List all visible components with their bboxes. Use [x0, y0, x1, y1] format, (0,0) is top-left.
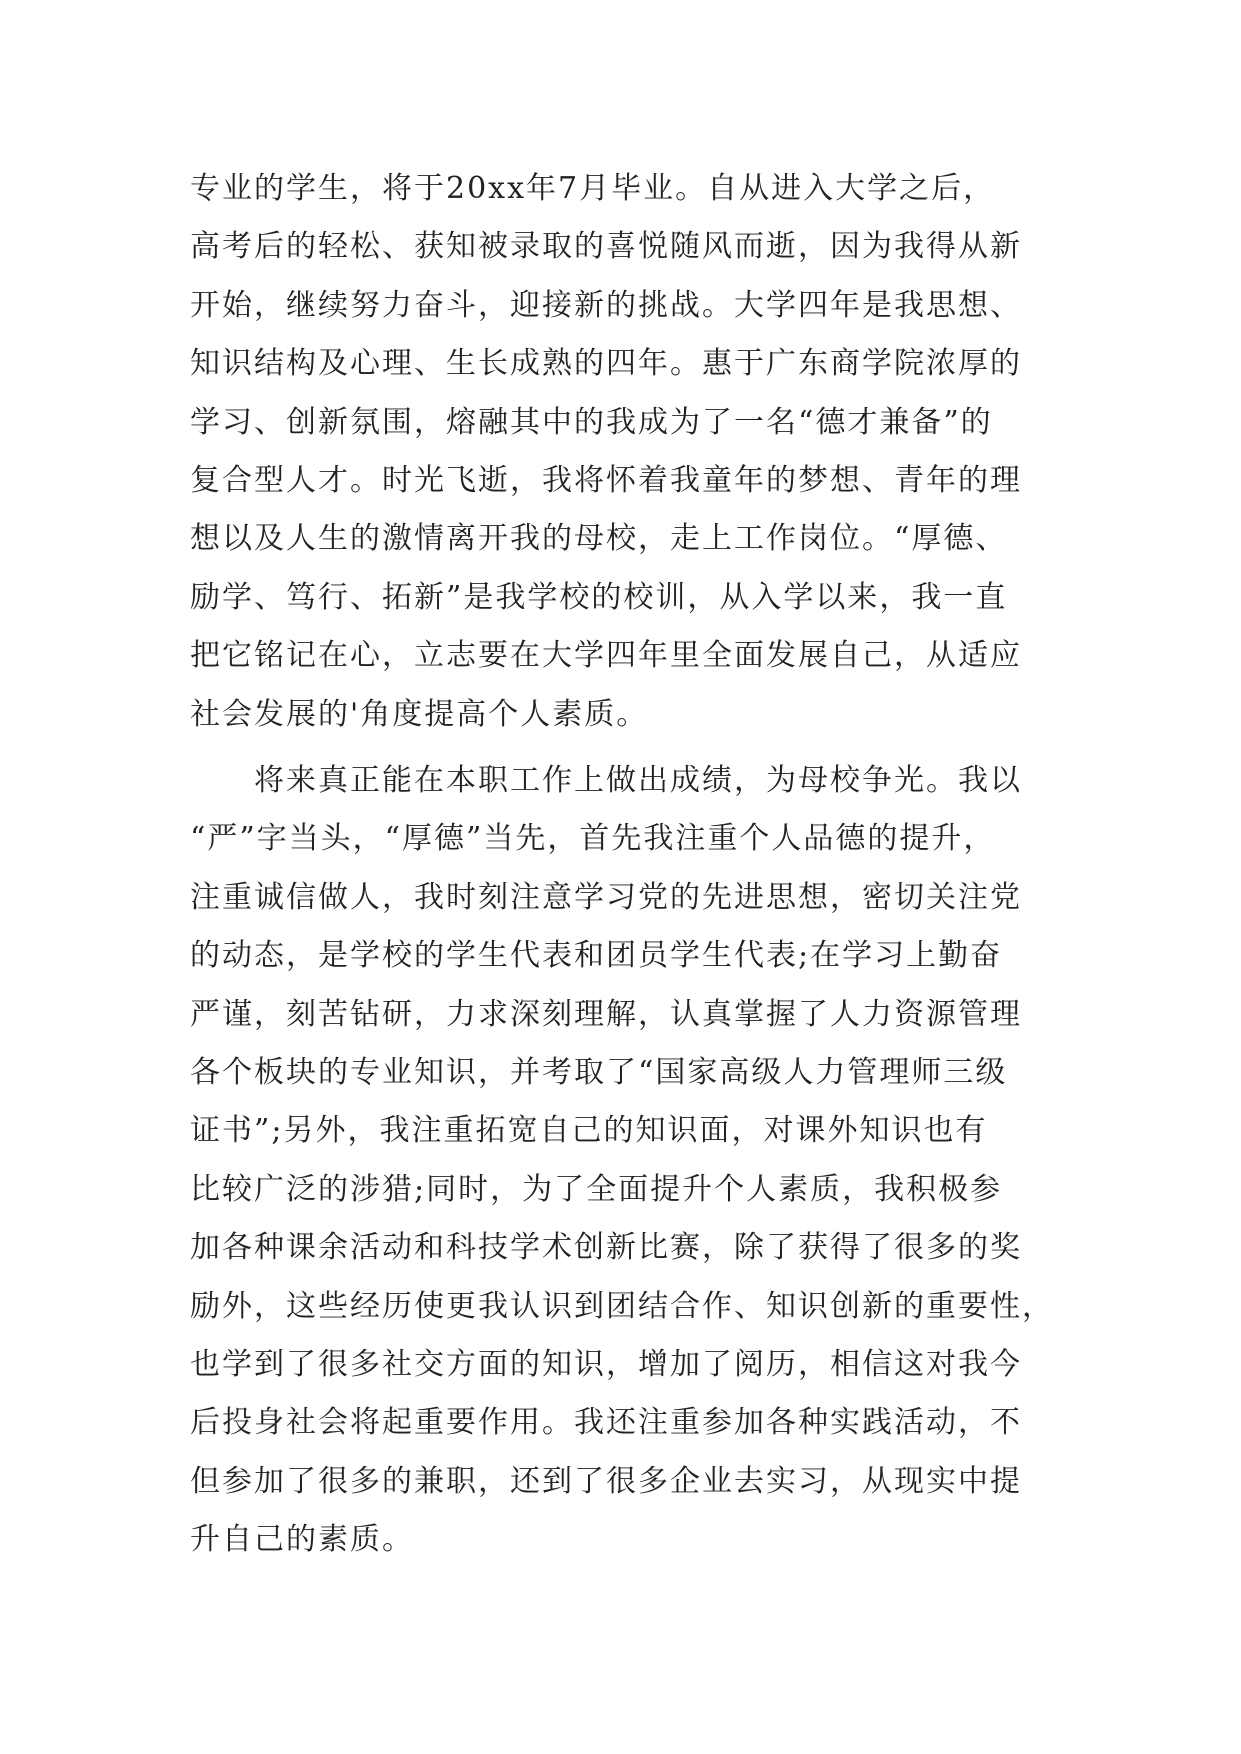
- paragraph-line: “严”字当头，“厚德”当先，首先我注重个人品德的提升，: [190, 821, 996, 857]
- paragraph-line: 也学到了很多社交方面的知识，增加了阅历，相信这对我今: [190, 1346, 1022, 1382]
- paragraph-line: 开始，继续努力奋斗，迎接新的挑战。大学四年是我思想、: [190, 287, 1022, 323]
- paragraph-line: 严谨，刻苦钻研，力求深刻理解，认真掌握了人力资源管理: [190, 996, 1022, 1032]
- paragraph-line: 励外，这些经历使更我认识到团结合作、知识创新的重要性，: [190, 1288, 1054, 1324]
- paragraph-line: 社会发展的'角度提高个人素质。: [190, 696, 649, 732]
- paragraph-line: 的动态，是学校的学生代表和团员学生代表;在学习上勤奋: [190, 938, 1003, 974]
- paragraph-line: 学习、创新氛围，熔融其中的我成为了一名“德才兼备”的: [190, 404, 993, 440]
- paragraph-line: 高考后的轻松、获知被录取的喜悦随风而逝，因为我得从新: [190, 229, 1022, 265]
- paragraph-1: [190, 160, 1070, 744]
- paragraph-line: 专业的学生，将于20xx年7月毕业。自从进入大学之后，: [190, 171, 996, 206]
- paragraph-line: 各个板块的专业知识，并考取了“国家高级人力管理师三级: [190, 1054, 1008, 1090]
- paragraph-line: 把它铭记在心，立志要在大学四年里全面发展自己，从适应: [190, 638, 1022, 674]
- paragraph-line: 加各种课余活动和科技学术创新比赛，除了获得了很多的奖: [190, 1230, 1022, 1266]
- paragraph-line: 后投身社会将起重要作用。我还注重参加各种实践活动，不: [190, 1405, 1022, 1441]
- paragraph-line: 但参加了很多的兼职，还到了很多企业去实习，从现实中提: [190, 1463, 1022, 1499]
- paragraph-line: 注重诚信做人，我时刻注意学习党的先进思想，密切关注党: [190, 879, 1022, 915]
- paragraph-line: 想以及人生的激情离开我的母校，走上工作岗位。“厚德、: [190, 521, 1008, 557]
- paragraph-line: 升自己的素质。: [190, 1522, 414, 1558]
- paragraph-line: 励学、笃行、拓新”是我学校的校训，从入学以来，我一直: [190, 579, 1008, 615]
- paragraph-line: 比较广泛的涉猎;同时，为了全面提升个人素质，我积极参: [190, 1171, 1003, 1207]
- paragraph-first-line: 将来真正能在本职工作上做出成绩，为母校争光。我以: [254, 763, 1022, 798]
- paragraph-2: [190, 752, 1070, 1569]
- paragraph-line: 知识结构及心理、生长成熟的四年。惠于广东商学院浓厚的: [190, 346, 1022, 382]
- paragraph-line: 证书”;另外，我注重拓宽自己的知识面，对课外知识也有: [190, 1113, 988, 1149]
- paragraph-line: 复合型人才。时光飞逝，我将怀着我童年的梦想、青年的理: [190, 462, 1022, 498]
